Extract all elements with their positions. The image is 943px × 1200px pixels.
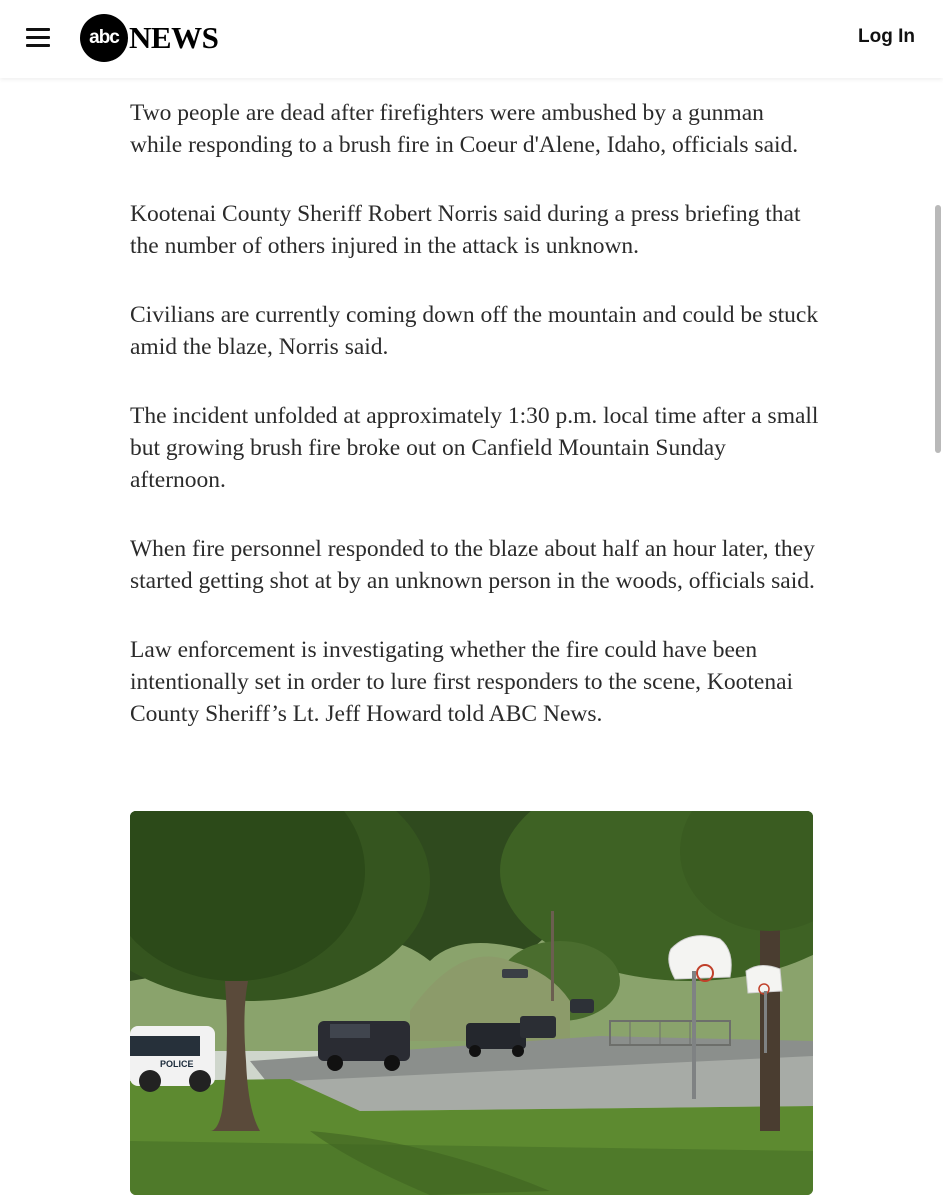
- article-paragraph: When fire personnel responded to the blaze about half an hour later, they started getting shot at by an unknown person in the woods, officials said.: [130, 536, 815, 594]
- article-photo[interactable]: [130, 811, 813, 1195]
- abc-news-logo[interactable]: [80, 14, 218, 62]
- scrollbar-thumb[interactable]: [935, 205, 941, 453]
- site-header: [0, 0, 943, 78]
- article-paragraph: Civilians are currently coming down off the mountain and could be stuck amid the blaze, Norris said.: [130, 302, 819, 360]
- park-scene-image: [130, 811, 813, 1195]
- abc-logo-circle: abc: [80, 14, 128, 62]
- log-in-link[interactable]: Log In: [858, 26, 915, 47]
- hamburger-menu-icon[interactable]: [26, 26, 52, 50]
- article-paragraph: Two people are dead after firefighters were ambushed by a gunman while responding to a brush fire in Coeur d'Alene, Idaho, officials said.: [130, 100, 799, 158]
- article-paragraph: Law enforcement is investigating whether the fire could have been intentionally set in order to lure first responders to the scene, Kootenai County Sheriff’s Lt. Jeff Howard told ABC News.: [130, 637, 794, 727]
- article-paragraph: The incident unfolded at approximately 1:30 p.m. local time after a small but growing brush fire broke out on Canfield Mountain Sunday afternoon.: [130, 403, 819, 493]
- article-paragraph: Kootenai County Sheriff Robert Norris said during a press briefing that the number of others injured in the attack is unknown.: [130, 201, 801, 259]
- news-wordmark: NEWS: [129, 20, 219, 55]
- police-car-label: POLICE: [160, 1059, 194, 1069]
- article-body: [130, 97, 820, 767]
